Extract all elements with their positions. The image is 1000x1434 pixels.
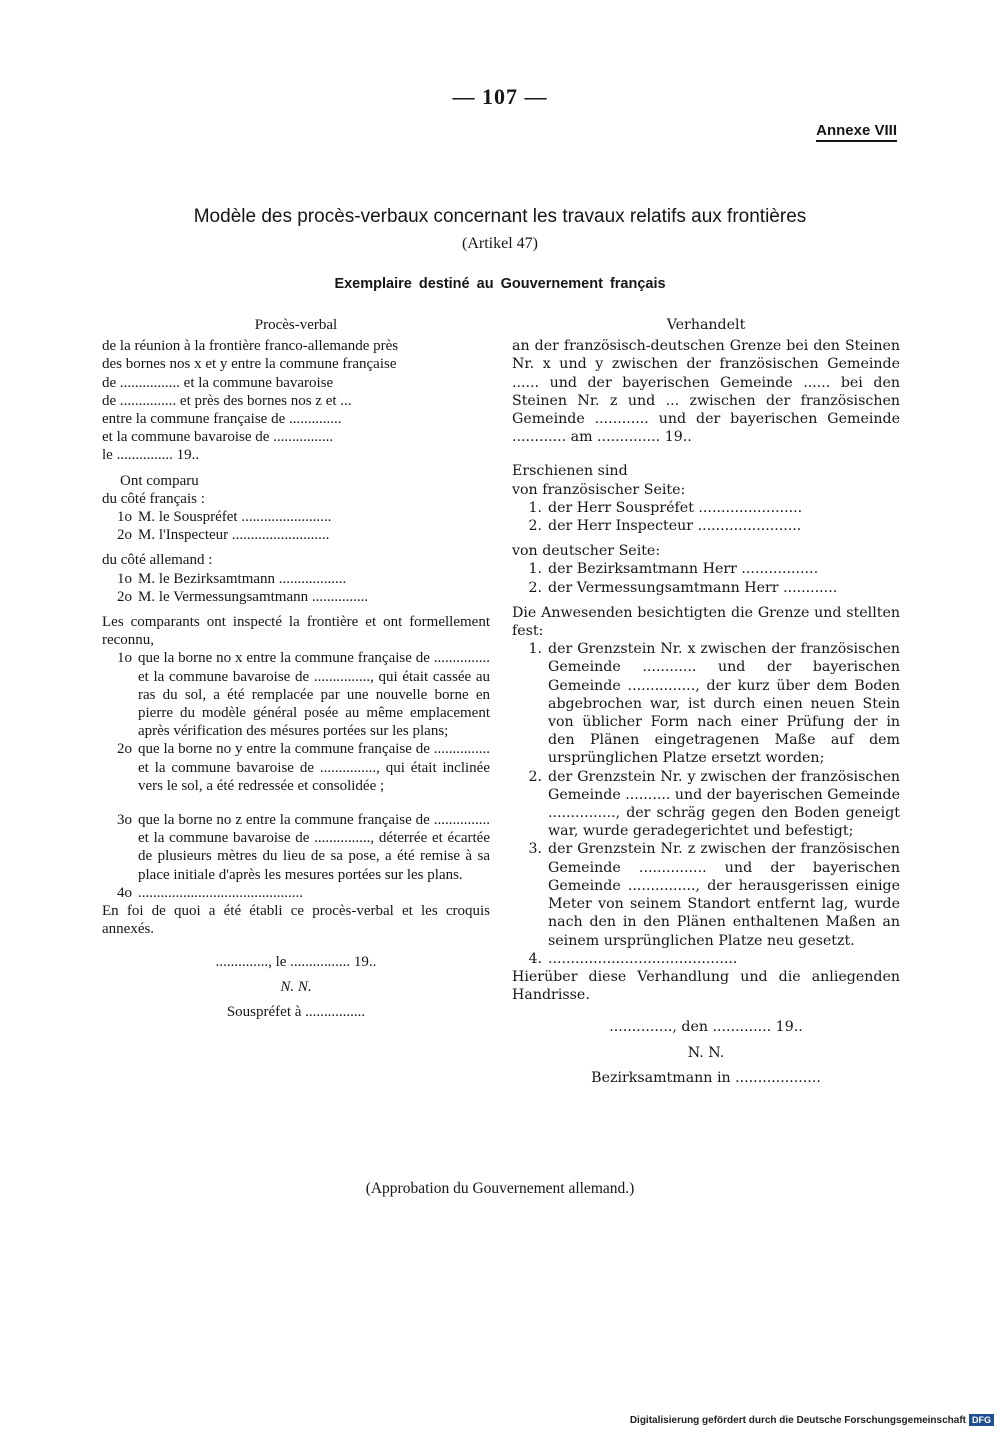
list-item: [512, 517, 900, 535]
approbation-note: (Approbation du Gouvernement allemand.): [365, 1180, 635, 1197]
intro-line: de ............... et près des bornes nos z et ...: [102, 392, 352, 409]
intro-line: de la réunion à la frontière franco-allemande près: [102, 338, 399, 355]
comparants-paragraph: Les comparants ont inspecté la frontière et ont formellement reconnu,: [102, 614, 490, 649]
item-text: que la borne no z entre la commune française de ............... et la commune bavaroise de ..............., déterrée et écartée de plusieurs mètres du lieu de sa pose, a été remise à sa place initiale d'après les mesures portées sur les plans.: [138, 812, 490, 883]
list-item: [512, 579, 900, 597]
list-item: [102, 588, 490, 606]
erschienen-label: Erschienen sind: [512, 463, 628, 480]
dfg-logo: DFG: [969, 1414, 994, 1426]
item-number: 1o: [117, 509, 132, 526]
item-number: 1.: [528, 561, 542, 578]
item-text: der Bezirksamtmann Herr .................: [548, 561, 819, 578]
signature-line: Bezirksamtmann in ...................: [591, 1069, 821, 1086]
de-seite-label: von deutscher Seite:: [512, 543, 661, 560]
finding-item: [512, 768, 900, 841]
page-number: — 107 —: [452, 84, 548, 109]
item-text: ............................................: [138, 884, 303, 901]
document-title: Modèle des procès-verbaux concernant les travaux relatifs aux frontières: [193, 206, 807, 227]
item-text: M. le Souspréfet ........................: [138, 509, 332, 526]
list-item: [512, 499, 900, 517]
item-number: 2.: [528, 768, 542, 785]
finding-item: [512, 950, 900, 968]
signatory-name: N. N.: [280, 978, 312, 995]
item-number: 1.: [528, 641, 542, 658]
item-number: 1o: [117, 570, 132, 587]
finding-item: [102, 811, 490, 884]
list-item: [102, 508, 490, 526]
item-text: que la borne no x entre la commune française de ............... et la commune bavaroise de ..............., qui était cassée au ras du sol, a été remplacée par une nouvelle borne en pierre du modèle général posée au même emplacement après vérification des mésures portées sur les plans;: [138, 650, 490, 740]
hieruber-paragraph: Hierüber diese Verhandlung und die anliegenden Handrisse.: [512, 968, 900, 1004]
date-line: .............., le ................ 19..: [215, 953, 377, 970]
fr-seite-label: von französischer Seite:: [512, 481, 686, 498]
cote-francais-label: du côté français :: [102, 490, 205, 507]
german-column: [512, 316, 900, 1087]
list-item: [102, 526, 490, 544]
finding-item: [512, 840, 900, 949]
item-text: der Vermessungsamtmann Herr ............: [548, 579, 838, 596]
intro-line: de ................ et la commune bavaroise: [102, 374, 334, 391]
item-text: ..........................................: [548, 950, 738, 967]
anwesenden-paragraph: Die Anwesenden besichtigten die Grenze und stellten fest:: [512, 604, 900, 640]
item-number: 1o: [117, 650, 132, 667]
item-text: M. le Vermessungsamtmann ...............: [138, 588, 369, 605]
item-number: 4o: [117, 884, 132, 901]
cote-allemand-label: du côté allemand :: [102, 552, 213, 569]
list-item: [512, 560, 900, 578]
item-number: 2o: [117, 588, 132, 605]
intro-line: et la commune bavaroise de ................: [102, 429, 334, 446]
item-number: 2.: [528, 518, 542, 535]
item-text: der Herr Inspecteur .......................: [548, 518, 802, 535]
credit-text: Digitalisierung gefördert durch die Deutsche Forschungsgemeinschaft: [629, 1414, 966, 1426]
signatory-name: N. N.: [687, 1044, 725, 1061]
item-number: 3.: [528, 841, 542, 858]
digitization-credit: [630, 1414, 994, 1426]
french-column: [102, 316, 490, 1021]
document-subtitle: (Artikel 47): [462, 235, 538, 252]
finding-item: [102, 884, 490, 902]
item-number: 4.: [528, 950, 542, 967]
german-intro: an der französisch-deutschen Grenze bei den Steinen Nr. x und y zwischen der französischen Gemeinde ...... und der bayerischen Gemeinde ...... bei den Steinen Nr. z und ... zwischen der französischen Gemeinde ............ und der bayerischen Gemeinde ............ am .............. 19..: [512, 338, 900, 446]
item-text: der Grenzstein Nr. x zwischen der französischen Gemeinde ............ und der bayerischen Gemeinde ..............., der kurz über dem Boden abgebrochen war, ist durch einen neuen Stein von üblicher Form nach einer Prüfung der in den Plänen eingetragenen Maße auf dem ursprünglichen Platze ersetzt worden;: [548, 641, 900, 767]
intro-line: des bornes nos x et y entre la commune française: [102, 356, 397, 373]
annexe-label: Annexe VIII: [816, 122, 897, 142]
verhandelt-heading: Verhandelt: [666, 317, 746, 333]
exemplaire-heading: Exemplaire destiné au Gouvernement français: [334, 276, 666, 292]
item-number: 3o: [117, 812, 132, 829]
item-number: 2o: [117, 741, 132, 758]
french-intro: [102, 337, 490, 464]
item-text: M. le Bezirksamtmann ..................: [138, 570, 347, 587]
list-item: [102, 570, 490, 588]
finding-item: [512, 640, 900, 767]
item-number: 2o: [117, 527, 132, 544]
en-foi-paragraph: En foi de quoi a été établi ce procès-verbal et les croquis annexés.: [102, 903, 490, 938]
item-text: M. l'Inspecteur ..........................: [138, 527, 330, 544]
signature-line: Souspréfet à ................: [226, 1003, 366, 1020]
item-text: der Herr Souspréfet .......................: [548, 499, 803, 516]
item-text: der Grenzstein Nr. z zwischen der französischen Gemeinde ............... und der bayerischen Gemeinde ..............., der herausgerissen einige Meter von seinem Standort entfernt lag, wurde nach den in den Plänen enthaltenen Maßen an seinem ursprünglichen Platze neu gesetzt.: [548, 841, 900, 949]
item-number: 2.: [528, 579, 542, 596]
item-number: 1.: [528, 499, 542, 516]
ont-comparu: Ont comparu: [120, 472, 199, 489]
intro-line: le ............... 19..: [102, 447, 200, 464]
intro-line: entre la commune française de ..............: [102, 411, 342, 428]
date-line: .............., den ............. 19..: [609, 1019, 803, 1036]
finding-item: [102, 649, 490, 740]
proces-verbal-heading: Procès-verbal: [254, 317, 338, 333]
item-text: der Grenzstein Nr. y zwischen der französischen Gemeinde .......... und der bayerischen Gemeinde ..............., der schräg gegen den Boden geneigt war, wurde geradegerichtet und befestigt;: [548, 768, 900, 840]
item-text: que la borne no y entre la commune française de ............... et la commune bavaroise de ..............., qui était inclinée vers le sol, a été redressée et consolidée ;: [138, 741, 490, 794]
finding-item: [102, 740, 490, 795]
